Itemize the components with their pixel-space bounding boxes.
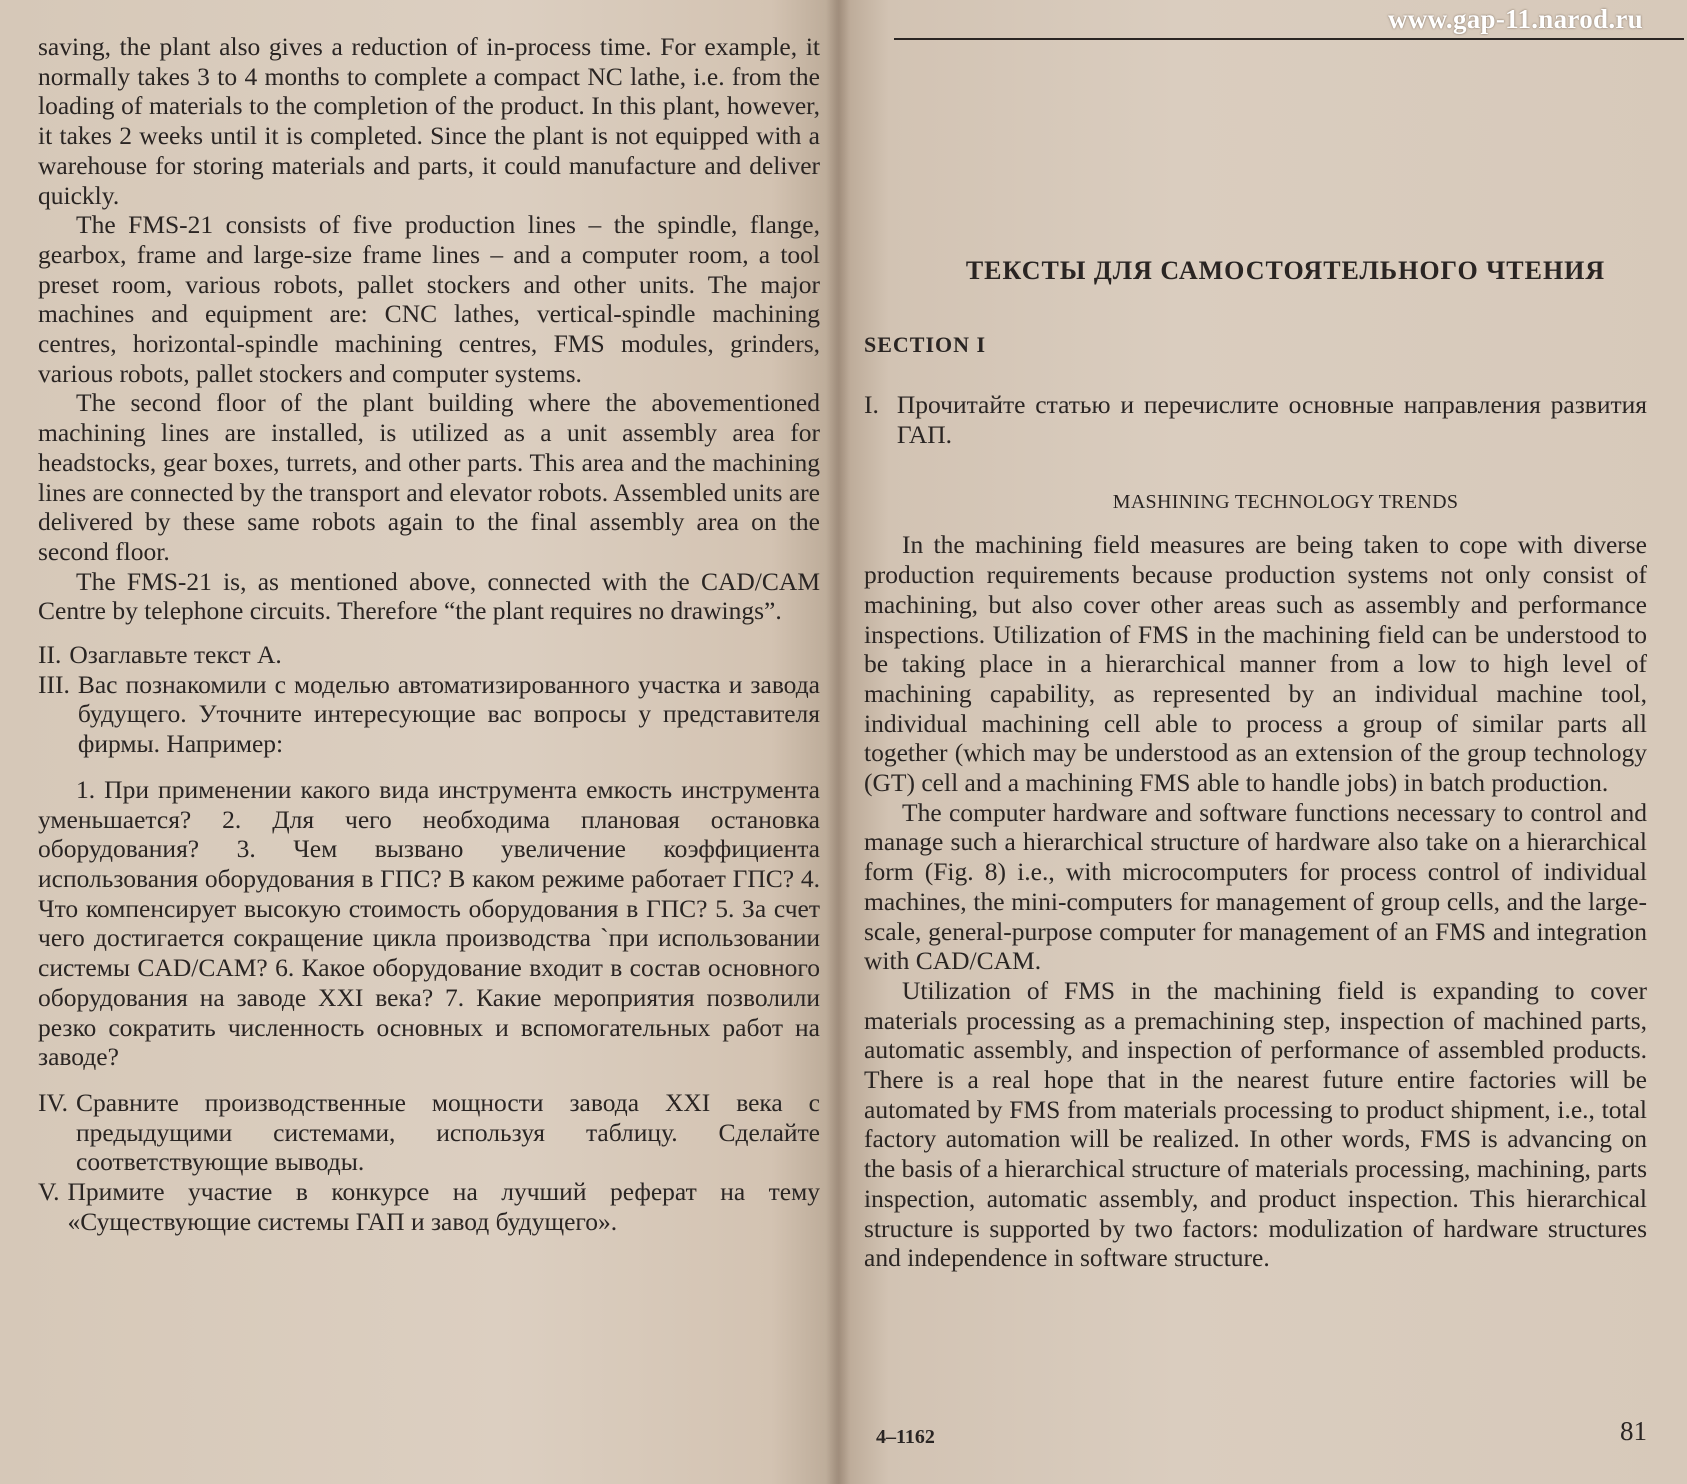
task-5-number: V. [38,1177,60,1207]
left-paragraph-3: The second floor of the plant building where the abovementioned machining lines are installed, is utilized as a unit assembly area for headstocks, gear boxes, turrets, and other parts. This area and the machining lines are connected by the transport and elevator robots. Assembled units are delivered by these same robots again to the final assembly area on the second floor. [38,388,820,566]
right-paragraph-2: The computer hardware and software functions necessary to control and manage such a hierarchical structure of hardware also take on a hierarchical form (Fig. 8) i.e., with microcomputers for process control of individual machines, the mini-computers for management of group cells, and the large-scale, general-purpose computer for management of an FMS and integration with CAD/CAM. [864,797,1647,976]
task-1-text: Прочитайте статью и перечислите основные направления развития ГАП. [896,390,1647,449]
task-1 [864,390,1647,449]
top-rule [894,38,1684,40]
task-4-number: IV. [38,1087,68,1117]
task-2 [38,640,820,670]
task-3 [38,670,820,759]
questions-list: 1. При применении какого вида инструмента емкость инструмента уменьшается? 2. Для чего необходима плановая остановка оборудования? 3. Чем вызвано увеличение коэффициента использования оборудования в ГПС? В каком режиме работает ГПС? 4. Что компенсирует высокую стоимость оборудования в ГПС? 5. За счет чего достигается сокращение цикла производства `при использовании системы CAD/CAM? 6. Какое оборудование входит в состав основного оборудования на заводе XXI века? 7. Какие мероприятия позволили резко сократить численность основных и вспомогательных работ на заводе? [38,774,820,1072]
right-paragraph-1: In the machining field measures are being taken to cope with diverse production requirements because production systems not only consist of machining, but also cover other areas such as assembly and performance inspections. Utilization of FMS in the machining field can be understood to be taking place in a hierarchical manner from a low to high level of machining capability, as represented by an individual machine tool, individual machining cell able to process a group of similar parts all together (which may be understood as an extension of the group technology (GT) cell and a machining FMS able to handle jobs) in batch production. [864,530,1647,798]
task-3-number: III. [38,669,70,699]
chapter-heading: ТЕКСТЫ ДЛЯ САМОСТОЯТЕЛЬНОГО ЧТЕНИЯ [965,256,1606,285]
left-paragraph-4: The FMS-21 is, as mentioned above, connected with the CAD/CAM Centre by telephone circuits. Therefore “the plant requires no drawings”. [38,566,820,626]
task-3-text: Вас познакомили с моделью автоматизированного участка и завода будущего. Уточните интересующие вас вопросы у представителя фирмы. Например: [77,669,820,759]
task-2-number: II. [38,640,62,670]
task-1-number: I. [864,390,879,419]
left-paragraph-1: saving, the plant also gives a reduction of in-process time. For example, it normally takes 3 to 4 months to complete a compact NC lathe, i.e. from the loading of materials to the completion of the product. In this plant, however, it takes 2 weeks until it is completed. Since the plant is not equipped with a warehouse for storing materials and parts, it could manufacture and deliver quickly. [38,32,820,210]
book-gutter [826,0,850,1484]
task-2-text: Озаглавьте текст А. [69,640,282,670]
page-number: 81 [1620,1416,1647,1446]
right-paragraph-3: Utilization of FMS in the machining field is expanding to cover materials processing as a premachining step, inspection of machined parts, automatic assembly, and inspection of performance of assembled products. There is a real hope that in the nearest future entire factories will be automated by FMS from materials processing to product shipment, i.e., total factory automation will be realized. In other words, FMS is advancing on the basis of a hierarchical structure of materials processing, machining, parts inspection, automatic assembly, and product inspection. This hierarchical structure is supported by two factors: modulization of hardware structures and independence in software structure. [864,975,1647,1273]
task-5-text: Примите участие в конкурсе на лучший реферат на тему «Существующие системы ГАП и завод будущего». [67,1177,820,1236]
printer-signature: 4–1162 [876,1426,935,1448]
left-paragraph-2: The FMS-21 consists of five production lines – the spindle, flange, gearbox, frame and large-size frame lines – and a computer room, a tool preset room, various robots, pallet stockers and other units. The major machines and equipment are: CNC lathes, vertical-spindle machining centres, horizontal-spindle machining centres, FMS modules, grinders, various robots, pallet stockers and computer systems. [38,210,820,388]
watermark-url: www.gap-11.narod.ru [1387,4,1643,34]
right-page [838,0,1687,1484]
task-4 [38,1088,820,1177]
task-4-text: Сравните производственные мощности завода XXI века с предыдущими системами, используя таблицу. Сделайте соответствующие выводы. [76,1087,820,1177]
section-label: SECTION I [864,332,987,357]
left-page [0,0,838,1484]
article-title: MASHINING TECHNOLOGY TRENDS [1112,491,1459,514]
task-5 [38,1177,820,1236]
